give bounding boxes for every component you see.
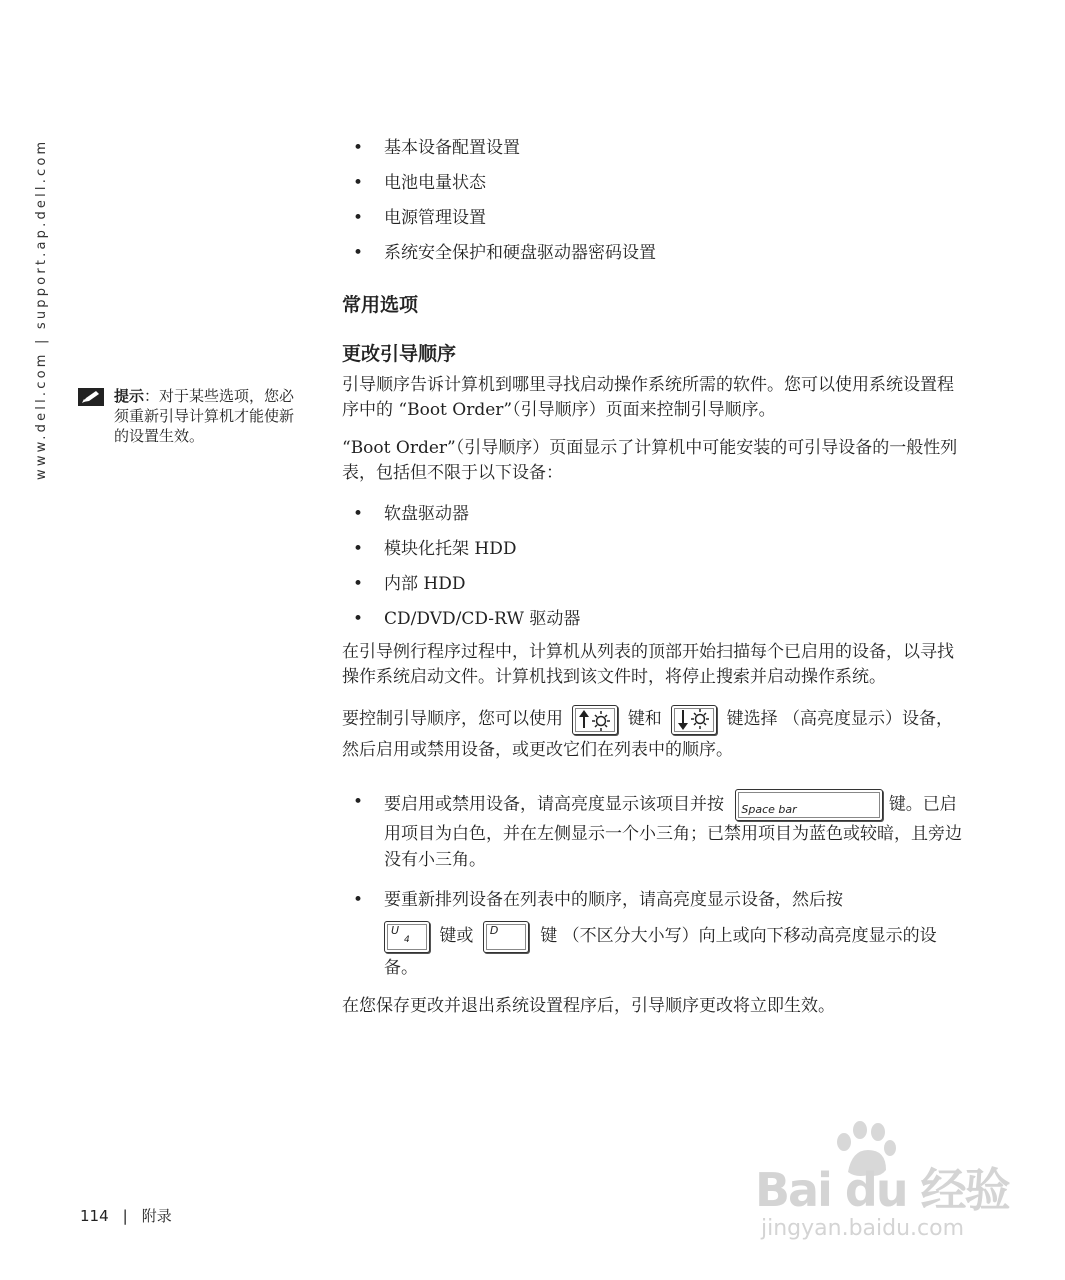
paragraph-control-order: 要控制引导顺序，您可以使用 键和 键选择 （高亮度显示）设备，然后启用或禁用设备，或更改它们在列表中的顺序。 bbox=[342, 704, 967, 765]
list-item-enable-disable: • 要启用或禁用设备，请高亮度显示该项目并按 Space bar 键。已启用项目为白色，并在左侧显示一个小三角；已禁用项目为蓝色或较暗，且旁边没有小三角。 bbox=[342, 789, 967, 873]
up-arrow-key bbox=[572, 705, 618, 735]
list-item: • CD/DVD/CD-RW 驱动器 bbox=[353, 609, 581, 629]
note-text-block bbox=[114, 386, 308, 446]
list-item: • 电源管理设置 bbox=[353, 208, 486, 228]
note-box bbox=[78, 386, 308, 446]
paragraph-save-effect: 在您保存更改并退出系统设置程序后，引导顺序更改将立即生效。 bbox=[342, 995, 835, 1016]
space-bar-key: Space bar bbox=[735, 789, 883, 821]
list-item-reorder: • 要重新排列设备在列表中的顺序，请高亮度显示设备，然后按 U 4 键或 D 键 （不区分大小写）向上或向下移动高亮度显示的设备。 bbox=[353, 889, 937, 978]
footer-separator: | bbox=[122, 1207, 128, 1225]
list-item: • 系统安全保护和硬盘驱动器密码设置 bbox=[353, 243, 656, 263]
note-label: 提示 bbox=[114, 387, 145, 405]
list-item: • 基本设备配置设置 bbox=[353, 138, 520, 158]
watermark-brand: Bai du 经验 bbox=[755, 1163, 1009, 1217]
action-bullet-list bbox=[342, 789, 967, 983]
section-heading: 常用选项 bbox=[342, 294, 419, 316]
footer-section: 附录 bbox=[141, 1207, 172, 1225]
sidebar-url: www.dell.com | support.ap.dell.com bbox=[34, 138, 49, 480]
d-key: D bbox=[483, 921, 529, 953]
note-colon: ： bbox=[144, 387, 160, 405]
down-arrow-brightness-icon bbox=[672, 706, 716, 734]
up-arrow-brightness-icon bbox=[573, 706, 617, 734]
watermark-url: jingyan.baidu.com bbox=[761, 1216, 965, 1241]
paragraph-boot-order-page: “Boot Order”（引导顺序）页面显示了计算机中可能安装的可引导设备的一般性列表，包括但不限于以下设备： bbox=[342, 438, 958, 483]
pencil-note-icon bbox=[78, 388, 104, 406]
note-body: 对于某些选项，您必须重新引导计算机才能使新的设置生效。 bbox=[114, 387, 295, 445]
u-key: U 4 bbox=[384, 921, 430, 953]
list-item: • 软盘驱动器 bbox=[353, 504, 469, 524]
subsection-heading: 更改引导顺序 bbox=[342, 343, 457, 365]
top-bullet-list bbox=[342, 136, 967, 265]
down-arrow-key bbox=[671, 705, 717, 735]
list-item: • 电池电量状态 bbox=[353, 173, 486, 193]
page-number: 114 bbox=[80, 1207, 109, 1225]
list-item: • 模块化托架 HDD bbox=[353, 539, 517, 559]
paragraph-boot-order-intro: 引导顺序告诉计算机到哪里寻找启动操作系统所需的软件。您可以使用系统设置程序中的 “Boot Order”（引导顺序）页面来控制引导顺序。 bbox=[342, 375, 954, 420]
baidu-watermark bbox=[755, 1120, 1015, 1250]
list-item: • 内部 HDD bbox=[353, 574, 466, 594]
page-footer bbox=[80, 1205, 172, 1226]
paragraph-boot-routine: 在引导例行程序过程中，计算机从列表的顶部开始扫描每个已启用的设备，以寻找操作系统启动文件。计算机找到该文件时，将停止搜索并启动操作系统。 bbox=[342, 642, 954, 687]
device-bullet-list bbox=[342, 502, 967, 631]
main-content bbox=[342, 136, 967, 1019]
